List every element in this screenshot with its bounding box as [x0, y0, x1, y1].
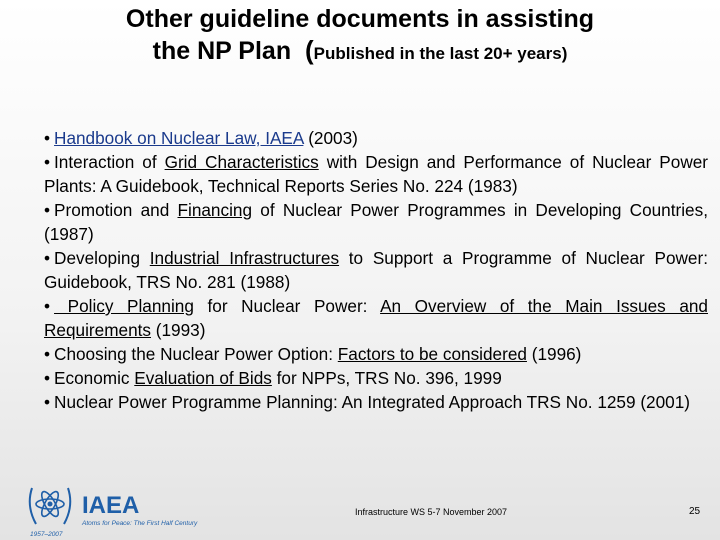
list-item: [44, 366, 708, 390]
document-list: [44, 126, 708, 414]
iaea-logo: [24, 480, 224, 538]
item-text: (2003): [303, 128, 358, 148]
bullet-icon: •: [44, 248, 51, 268]
underlined-phrase: Grid Characteristics: [164, 152, 319, 172]
list-item: [44, 126, 708, 150]
item-text: for Nuclear Power:: [193, 296, 381, 316]
footer-event: Infrastructure WS 5-7 November 2007: [355, 507, 508, 517]
item-text: of Nuclear Power Programmes in Developing Countries, (1987): [44, 200, 708, 244]
title-subtitle: Published in the last 20+ years): [313, 44, 568, 63]
title-line-2: the NP Plan: [152, 37, 292, 65]
item-text: Interaction of: [54, 152, 165, 172]
page-number: 25: [689, 506, 701, 517]
underlined-phrase: Financing: [177, 200, 253, 220]
bullet-icon: •: [44, 200, 51, 220]
logo-tagline: Atoms for Peace: The First Half Century: [82, 520, 198, 527]
list-item: [44, 294, 708, 342]
list-item: [44, 150, 708, 198]
underlined-phrase: Industrial Infrastructures: [149, 248, 340, 268]
handbook-link[interactable]: Handbook on Nuclear Law, IAEA: [54, 128, 304, 148]
title-line-1: Other guideline documents in assisting: [125, 5, 595, 33]
item-text: Developing: [54, 248, 150, 268]
item-text: Nuclear Power Programme Planning: An Integrated Approach TRS No. 1259 (2001): [54, 392, 691, 412]
atom-icon: [30, 488, 71, 524]
item-text: for NPPs, TRS No. 396, 1999: [271, 368, 502, 388]
item-text: (1993): [151, 320, 206, 340]
logo-text: IAEA: [82, 492, 140, 519]
list-item: [44, 246, 708, 294]
item-text: with Design and Performance of Nuclear Power Plants: A Guidebook, Technical Reports Series No. 224 (1983): [44, 152, 709, 196]
list-item: [44, 390, 708, 414]
bullet-icon: •: [44, 392, 51, 412]
item-text: Choosing the Nuclear Power Option:: [54, 344, 338, 364]
bullet-icon: •: [44, 368, 51, 388]
underlined-phrase: An Overview of the Main Issues and Requirements: [44, 296, 708, 340]
bullet-icon: •: [44, 296, 51, 316]
item-text: to Support a Programme of Nuclear Power: Guidebook, TRS No. 281 (1988): [44, 248, 708, 292]
list-item: [44, 342, 708, 366]
underlined-phrase: Factors to be considered: [337, 344, 527, 364]
bullet-icon: •: [44, 344, 51, 364]
underlined-phrase: Evaluation of Bids: [134, 368, 272, 388]
slide-title: [20, 4, 700, 69]
logo-years: 1957–2007: [30, 531, 63, 538]
bullet-icon: •: [44, 152, 51, 172]
title-paren: (: [305, 35, 314, 65]
item-text: (1996): [526, 344, 582, 364]
list-item: [44, 198, 708, 246]
item-text: Economic: [54, 368, 135, 388]
bullet-icon: •: [44, 128, 51, 148]
underlined-phrase: Policy Planning: [54, 296, 194, 316]
item-text: Promotion and: [54, 200, 178, 220]
